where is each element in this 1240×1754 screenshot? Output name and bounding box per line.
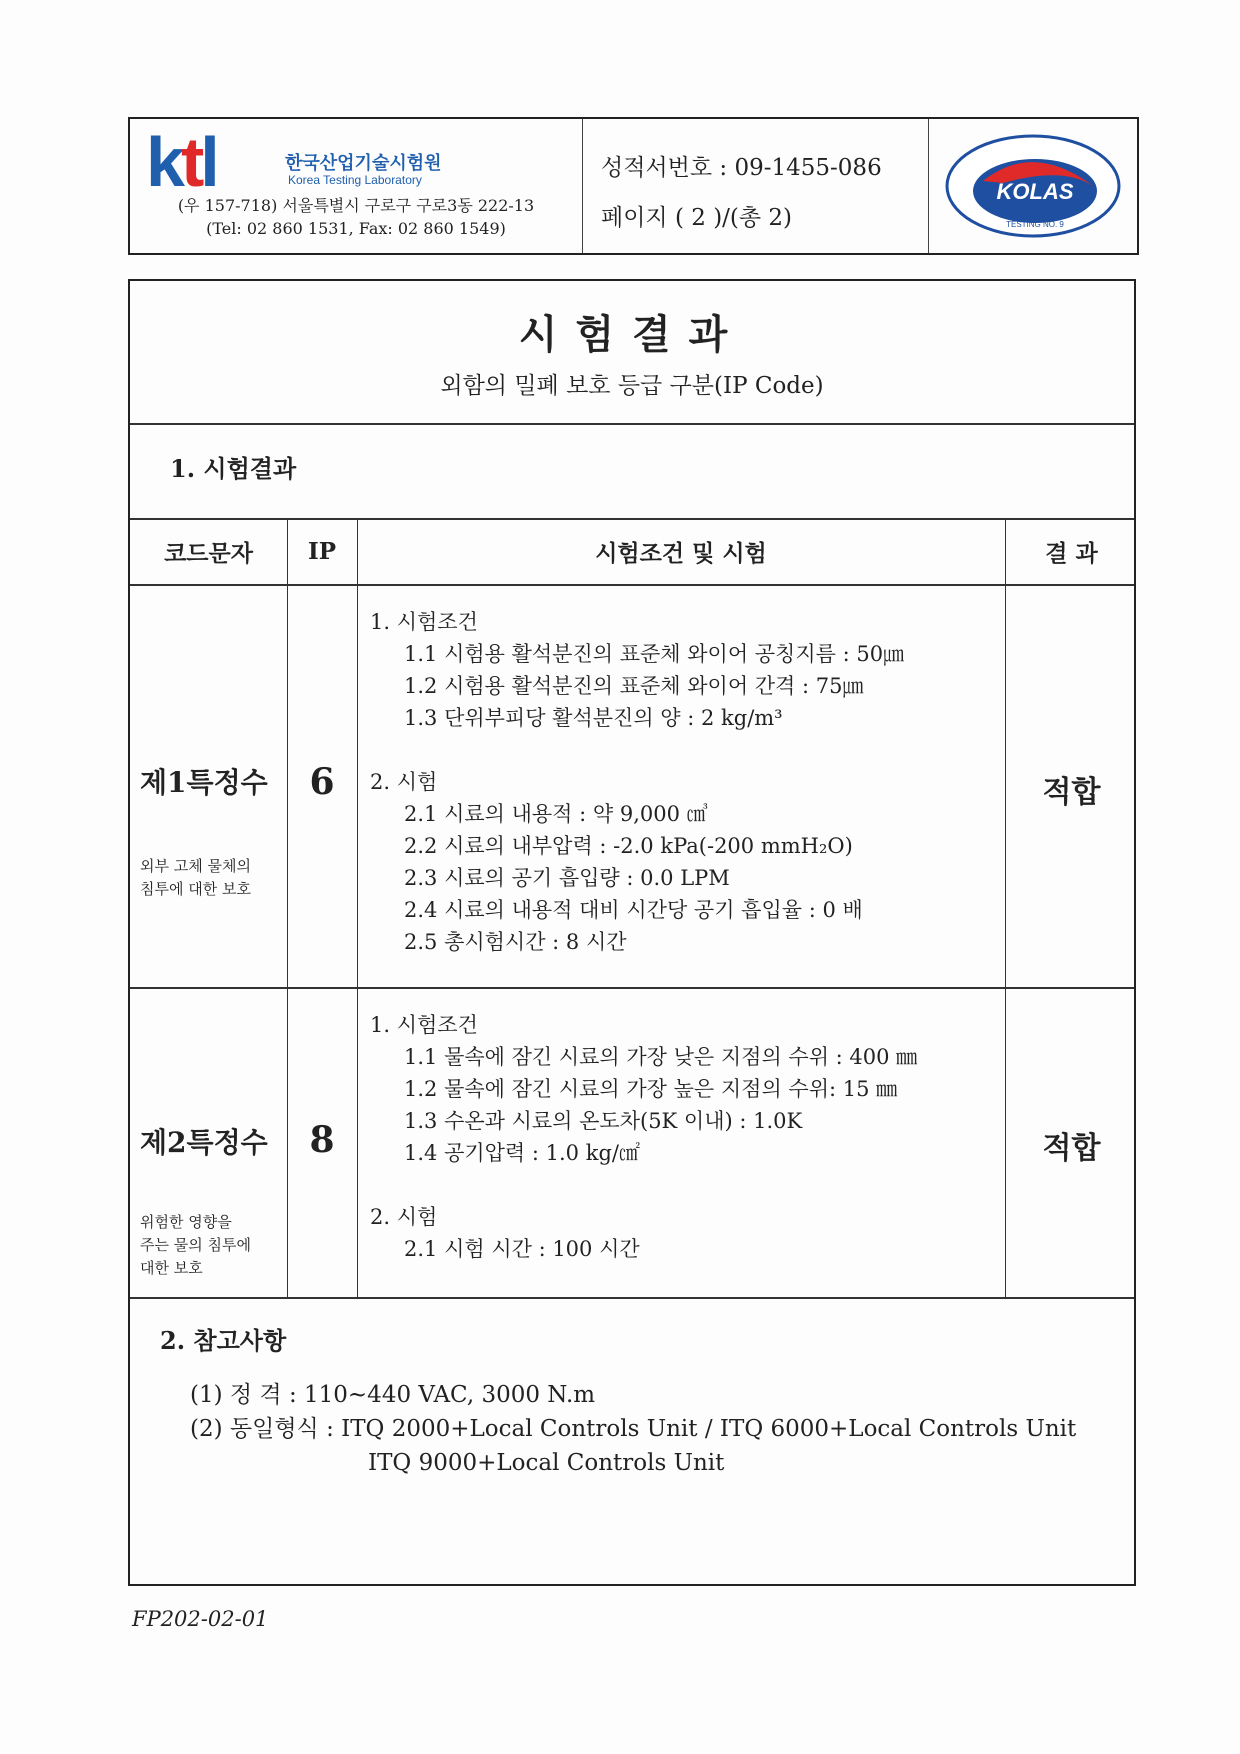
condition-line [370, 1169, 917, 1201]
condition-line: 1. 시험조건 [370, 610, 478, 634]
header-code: 코드문자 [164, 539, 253, 567]
svg-text:KOLAS: KOLAS [996, 179, 1074, 204]
condition-line: 2.3 시료의 공기 흡입량 : 0.0 LPM [404, 866, 730, 890]
section-1-heading: 1. 시험결과 [170, 454, 297, 483]
test-conditions [370, 606, 904, 958]
condition-line: 1.1 물속에 잠긴 시료의 가장 낮은 지점의 수위 : 400 ㎜ [404, 1045, 918, 1069]
svg-text:TESTING NO. 9: TESTING NO. 9 [1006, 220, 1064, 229]
org-info [130, 119, 583, 253]
condition-line: 2.4 시료의 내용적 대비 시간당 공기 흡입율 : 0 배 [404, 898, 863, 922]
page-title: 시험결과 [518, 311, 746, 358]
note-models: (2) 동일형식 : ITQ 2000+Local Controls Unit / ITQ 6000+Local Controls Unit [190, 1416, 1077, 1442]
results-box [128, 279, 1136, 1586]
note-rating: (1) 정 격 : 110~440 VAC, 3000 N.m [190, 1382, 596, 1408]
condition-line: 1.2 물속에 잠긴 시료의 가장 높은 지점의 수위: 15 ㎜ [404, 1077, 898, 1101]
condition-line: 2. 시험 [370, 1205, 438, 1229]
report-meta [583, 119, 929, 253]
header-result: 결 과 [1045, 539, 1098, 567]
contact: (Tel: 02 860 1531, Fax: 02 860 1549) [206, 219, 506, 238]
condition-line: 1.3 수온과 시료의 온도차(5K 이내) : 1.0K [404, 1109, 803, 1133]
condition-line: 1.1 시험용 활석분진의 표준체 와이어 공칭지름 : 50㎛ [404, 642, 905, 666]
org-english: Korea Testing Laboratory [288, 173, 422, 187]
condition-line [370, 734, 904, 766]
section-2-heading: 2. 참고사항 [160, 1326, 287, 1355]
address: (우 157-718) 서울특별시 구로구 구로3동 222-13 [177, 196, 535, 215]
note-models-cont: ITQ 9000+Local Controls Unit [368, 1450, 725, 1476]
condition-line: 1.4 공기압력 : 1.0 kg/㎠ [404, 1141, 640, 1165]
code-description: 위험한 영향을 주는 물의 침투에 대한 보호 [140, 1213, 251, 1277]
condition-line: 2.1 시험 시간 : 100 시간 [404, 1237, 640, 1261]
notes [190, 1378, 1076, 1480]
ktl-logo: ktl [146, 123, 216, 201]
ip-digit: 6 [309, 761, 335, 803]
header-ip: IP [307, 537, 337, 565]
page-number: 페이지 ( 2 )/(총 2) [601, 205, 793, 231]
report-header [128, 117, 1139, 255]
condition-line: 2. 시험 [370, 770, 438, 794]
form-code: FP202-02-01 [132, 1607, 269, 1631]
test-conditions [370, 1009, 917, 1265]
report-number: 성적서번호 : 09-1455-086 [601, 155, 882, 181]
test-result: 적합 [1042, 775, 1101, 810]
condition-line: 2.5 총시험시간 : 8 시간 [404, 930, 627, 954]
header-conditions: 시험조건 및 시험 [595, 539, 767, 567]
org-korean: 한국산업기술시험원 [285, 153, 442, 174]
condition-line: 2.1 시료의 내용적 : 약 9,000 ㎤ [404, 802, 708, 826]
page-subtitle: 외함의 밀폐 보호 등급 구분(IP Code) [440, 373, 824, 399]
code-letter: 제2특정수 [140, 1126, 268, 1159]
test-result: 적합 [1042, 1131, 1101, 1166]
condition-line: 1.3 단위부피당 활석분진의 양 : 2 kg/m³ [404, 706, 783, 730]
condition-line: 2.2 시료의 내부압력 : -2.0 kPa(-200 mmH₂O) [404, 834, 853, 858]
kolas-logo [929, 119, 1137, 253]
code-letter: 제1특정수 [140, 766, 268, 799]
code-description: 외부 고체 물체의 침투에 대한 보호 [140, 857, 251, 898]
condition-line: 1. 시험조건 [370, 1013, 478, 1037]
condition-line: 1.2 시험용 활석분진의 표준체 와이어 간격 : 75㎛ [404, 674, 864, 698]
ip-digit: 8 [309, 1119, 335, 1161]
